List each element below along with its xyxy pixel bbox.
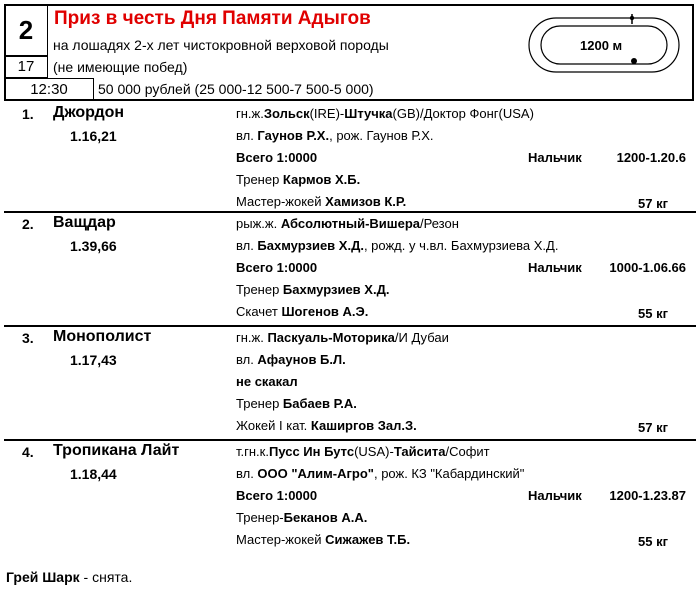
race-restriction: (не имеющие побед) <box>53 59 188 75</box>
carried-weight: 55 кг <box>638 306 668 321</box>
pedigree-part: Тайсита <box>393 444 446 459</box>
owner-part: ООО "Алим-Агро" <box>257 466 374 481</box>
owner-part: , рож. КЗ "Кабардинский" <box>373 466 525 481</box>
owner <box>236 238 558 253</box>
result-separator <box>4 211 696 213</box>
owner <box>236 128 433 143</box>
jockey-prefix: Жокей I кат. <box>236 418 311 433</box>
jockey-name: Каширгов Зал.З. <box>310 418 417 433</box>
pedigree-part: /Софит <box>445 444 490 459</box>
pedigree-part: (IRE)- <box>309 106 345 121</box>
jockey <box>236 304 368 319</box>
carried-weight: 55 кг <box>638 534 668 549</box>
race-title: Приз в честь Дня Памяти Адыгов <box>54 8 371 29</box>
record-track: Нальчик <box>528 150 582 165</box>
trainer <box>236 172 360 187</box>
race-conditions: на лошадях 2-х лет чистокровной верховой породы <box>53 37 389 53</box>
jockey <box>236 194 406 209</box>
career-record: Всего 1:0000 <box>236 260 318 275</box>
pedigree-prefix: гн.ж. <box>236 106 264 121</box>
trainer-name: Бахмурзиев Х.Д. <box>282 282 390 297</box>
trainer-prefix: Тренер <box>236 396 283 411</box>
jockey-name: Сижажев Т.Б. <box>325 532 411 547</box>
pedigree-part: (GB)/Доктор Фонг(USA) <box>392 106 534 121</box>
result-place: 1. <box>22 106 34 122</box>
runners-count: 17 <box>4 56 48 78</box>
owner-part: Гаунов Р.Х. <box>257 128 330 143</box>
horse-name: Монополист <box>53 328 152 345</box>
owner-part: Бахмурзиев Х.Д. <box>257 238 364 253</box>
carried-weight: 57 кг <box>638 196 668 211</box>
owner-part: Афаунов Б.Л. <box>257 352 346 367</box>
pedigree <box>236 330 449 345</box>
trainer <box>236 510 367 525</box>
race-time: 12:30 <box>4 78 94 101</box>
jockey-prefix: Мастер-жокей <box>236 194 326 209</box>
track-record: 1200-1.23.87 <box>609 488 686 503</box>
record-track: Нальчик <box>528 260 582 275</box>
jockey-name: Хамизов К.Р. <box>325 194 407 209</box>
finish-time: 1.17,43 <box>70 352 117 368</box>
owner-prefix: вл. <box>236 352 258 367</box>
carried-weight: 57 кг <box>638 420 668 435</box>
trainer-name: Беканов А.А. <box>283 510 368 525</box>
scratched-note <box>6 569 132 585</box>
horse-name: Тропикана Лайт <box>53 442 180 459</box>
trainer <box>236 396 357 411</box>
pedigree <box>236 216 459 231</box>
track-record: 1200-1.20.6 <box>616 150 686 165</box>
pedigree-prefix: т.гн.к. <box>236 444 269 459</box>
horse-name: Джордон <box>53 104 125 121</box>
track-distance: 1200 м <box>580 38 623 53</box>
owner-prefix: вл. <box>236 466 258 481</box>
result-separator <box>4 439 696 441</box>
pedigree-part: Штучка <box>344 106 393 121</box>
pedigree <box>236 106 534 121</box>
jockey-prefix: Мастер-жокей <box>236 532 326 547</box>
scratched-horse: Грей Шарк <box>6 569 80 585</box>
career-record: Всего 1:0000 <box>236 150 318 165</box>
scratched-status: - снята. <box>79 569 133 585</box>
pedigree <box>236 444 490 459</box>
pedigree-part: Абсолютный-Вишера <box>280 216 421 231</box>
result-separator <box>4 325 696 327</box>
pedigree-part: /И Дубаи <box>394 330 449 345</box>
jockey <box>236 532 410 547</box>
trainer-prefix: Тренер- <box>236 510 284 525</box>
jockey-name: Шогенов А.Э. <box>281 304 369 319</box>
trainer-prefix: Тренер <box>236 172 283 187</box>
track-record: 1000-1.06.66 <box>609 260 686 275</box>
pedigree-part: Пусс Ин Бутс <box>268 444 355 459</box>
result-place: 2. <box>22 216 34 232</box>
race-number: 2 <box>4 4 48 56</box>
owner-part: , рожд. у ч.вл. Бахмурзиева Х.Д. <box>363 238 559 253</box>
jockey-prefix: Скачет <box>236 304 282 319</box>
finish-time: 1.39,66 <box>70 238 117 254</box>
finish-time: 1.18,44 <box>70 466 117 482</box>
trainer <box>236 282 389 297</box>
result-place: 3. <box>22 330 34 346</box>
pedigree-part: Паскуаль-Моторика <box>267 330 395 345</box>
owner-part: , рож. Гаунов Р.Х. <box>329 128 434 143</box>
trainer-name: Кармов Х.Б. <box>282 172 361 187</box>
career-record: не скакал <box>236 374 298 389</box>
record-track: Нальчик <box>528 488 582 503</box>
finish-time: 1.16,21 <box>70 128 117 144</box>
result-place: 4. <box>22 444 34 460</box>
horse-name: Ващдар <box>53 214 116 231</box>
pedigree-part: (USA)- <box>354 444 394 459</box>
pedigree-part: Зольск <box>263 106 310 121</box>
pedigree-prefix: гн.ж. <box>236 330 268 345</box>
owner-prefix: вл. <box>236 238 258 253</box>
jockey <box>236 418 417 433</box>
owner-prefix: вл. <box>236 128 258 143</box>
pedigree-part: /Резон <box>420 216 459 231</box>
race-prize: 50 000 рублей (25 000-12 500-7 500-5 000) <box>98 81 374 97</box>
owner <box>236 466 524 481</box>
owner <box>236 352 346 367</box>
trainer-prefix: Тренер <box>236 282 283 297</box>
career-record: Всего 1:0000 <box>236 488 318 503</box>
trainer-name: Бабаев Р.А. <box>282 396 357 411</box>
pedigree-prefix: рыж.ж. <box>236 216 281 231</box>
